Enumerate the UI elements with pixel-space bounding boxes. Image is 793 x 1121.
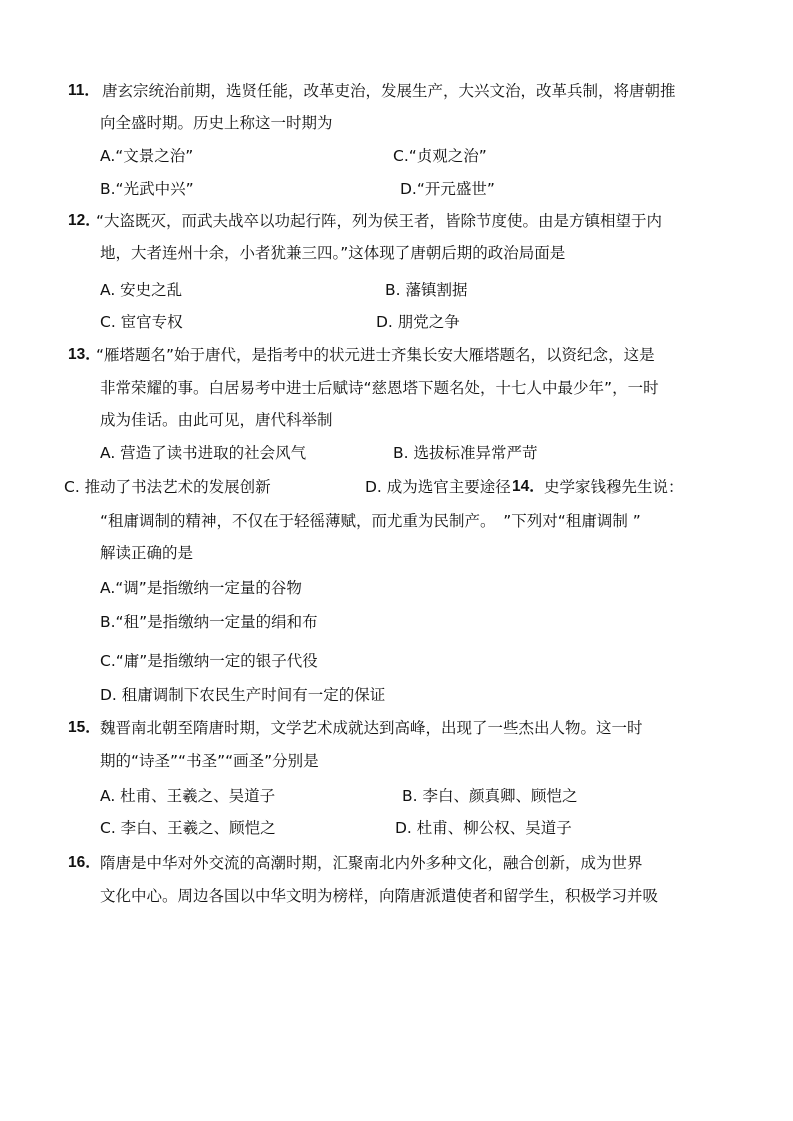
option-d: D. 租庸调制下农民生产时间有一定的保证	[100, 686, 386, 704]
question-number: 15．	[68, 719, 101, 736]
option-b: B.“租”是指缴纳一定量的绢和布	[100, 613, 318, 631]
option-d: D.“开元盛世”	[400, 180, 495, 198]
option-a: A.“调”是指缴纳一定量的谷物	[100, 579, 302, 597]
question-stem-line: 隋唐是中华对外交流的高潮时期，汇聚南北内外多种文化，融合创新，成为世界	[100, 854, 643, 872]
question-stem-line: 解读正确的是	[100, 544, 194, 562]
question-number: 13．	[68, 346, 101, 363]
question-stem-line: 向全盛时期。历史上称这一时期为	[100, 114, 333, 132]
option-d: D. 成为选官主要途径	[365, 478, 511, 496]
question-stem-line: 唐玄宗统治前期，选贤任能，改革吏治，发展生产，大兴文治，改革兵制，将唐朝推	[102, 82, 676, 100]
question-stem-line: “租庸调制的精神，不仅在于轻徭薄赋，而尤重为民制产。 ”下列对“租庸调制 ”	[100, 512, 641, 530]
question-stem-line: “雁塔题名”始于唐代，是指考中的状元进士齐集长安大雁塔题名，以资纪念，这是	[96, 346, 655, 364]
option-c: C.“庸”是指缴纳一定的银子代役	[100, 652, 318, 670]
option-c: C. 宦官专权	[100, 313, 183, 331]
option-b: B.“光武中兴”	[100, 180, 194, 198]
question-stem-line: 非常荣耀的事。白居易考中进士后赋诗“慈恩塔下题名处，十七人中最少年”，一时	[100, 379, 659, 397]
question-stem-line: 魏晋南北朝至隋唐时期，文学艺术成就达到高峰，出现了一些杰出人物。这一时	[100, 719, 643, 737]
question-stem-line: 地，大者连州十余，小者犹兼三四。”这体现了唐朝后期的政治局面是	[100, 244, 566, 262]
option-c: C. 推动了书法艺术的发展创新	[64, 478, 271, 496]
option-a: A. 安史之乱	[100, 281, 183, 299]
option-d: D. 杜甫、柳公权、吴道子	[395, 819, 572, 837]
option-b: B. 藩镇割据	[385, 281, 468, 299]
question-number: 12．	[68, 212, 101, 229]
question-stem-line: 史学家钱穆先生说：	[544, 478, 684, 496]
question-stem-line: “大盗既灭，而武夫战卒以功起行阵，列为侯王者，皆除节度使。由是方镇相望于内	[96, 212, 663, 230]
question-stem-line: 成为佳话。由此可见，唐代科举制	[100, 411, 333, 429]
option-a: A. 营造了读书进取的社会风气	[100, 444, 307, 462]
option-d: D. 朋党之争	[376, 313, 460, 331]
option-a: A. 杜甫、王羲之、吴道子	[100, 787, 276, 805]
question-stem-line: 期的“诗圣”“书圣”“画圣”分别是	[100, 752, 319, 770]
question-stem-line: 文化中心。周边各国以中华文明为榜样，向隋唐派遣使者和留学生，积极学习并吸	[100, 887, 659, 905]
option-b: B. 李白、颜真卿、顾恺之	[402, 787, 578, 805]
option-b: B. 选拔标准异常严苛	[393, 444, 538, 462]
option-c: C. 李白、王羲之、顾恺之	[100, 819, 276, 837]
question-number: 14．	[512, 478, 545, 495]
question-number: 16．	[68, 854, 101, 871]
option-a: A.“文景之治”	[100, 147, 194, 165]
option-c: C.“贞观之治”	[393, 147, 487, 165]
question-number: 11．	[68, 82, 100, 99]
